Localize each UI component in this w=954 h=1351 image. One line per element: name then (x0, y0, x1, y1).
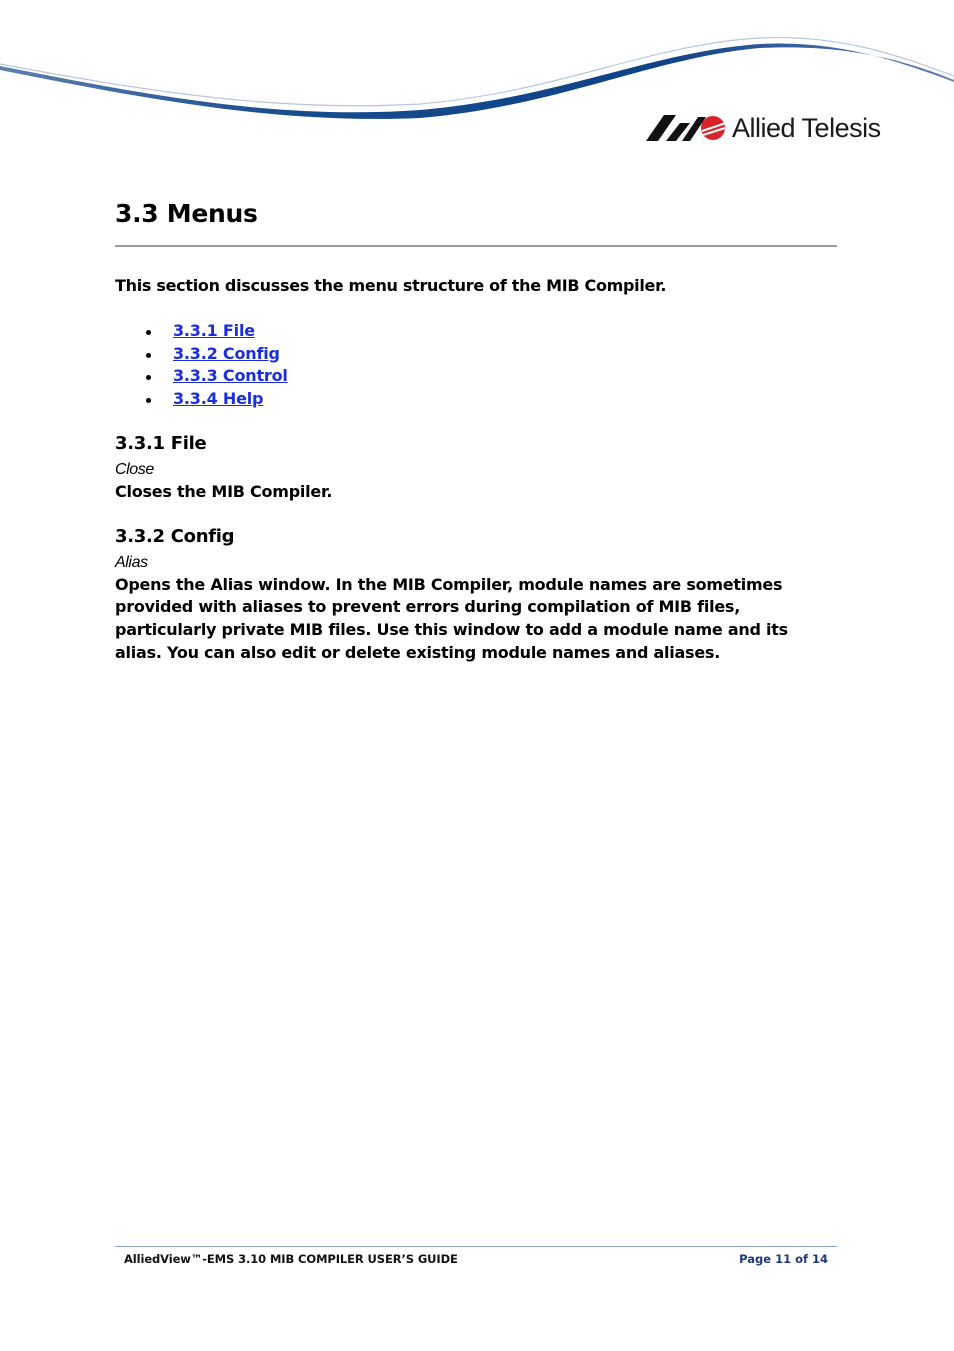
section-heading: 3.3.2 Config (115, 525, 235, 547)
list-item (173, 320, 837, 343)
logo-mark-icon (646, 115, 726, 141)
link-control[interactable]: 3.3.3 Control (173, 366, 288, 386)
menu-item-term: Alias (115, 553, 148, 571)
footer-document-title: AlliedView™-EMS 3.10 MIB COMPILER USER’S GUIDE (124, 1252, 458, 1266)
link-config[interactable]: 3.3.2 Config (173, 343, 280, 363)
link-help[interactable]: 3.3.4 Help (173, 389, 264, 409)
section-link-list (115, 320, 837, 411)
footer-page-number: Page 11 of 14 (739, 1252, 828, 1266)
list-item (173, 365, 837, 388)
menu-item-term: Close (115, 460, 154, 478)
brand-name: Allied Telesis (732, 112, 881, 143)
list-item (173, 343, 837, 366)
list-item (173, 388, 837, 411)
footer-divider (115, 1246, 837, 1247)
intro-paragraph: This section discusses the menu structure of the MIB Compiler. (115, 276, 667, 295)
section-config (115, 525, 837, 665)
main-content (115, 194, 837, 664)
section-heading: 3.3.1 File (115, 432, 207, 454)
menu-item-description: Opens the Alias window. In the MIB Compiler, module names are sometimes provided with aliases to prevent errors during compilation of MIB files, particularly private MIB files. Use this window to add a module name and its alias. You can also edit or delete existing module names and aliases. (115, 574, 788, 662)
allied-telesis-logo (646, 108, 881, 148)
link-file[interactable]: 3.3.1 File (173, 321, 255, 340)
section-file (115, 432, 837, 504)
menu-item-description: Closes the MIB Compiler. (115, 481, 333, 501)
title-divider (115, 245, 837, 247)
page-title: 3.3 Menus (115, 199, 258, 228)
